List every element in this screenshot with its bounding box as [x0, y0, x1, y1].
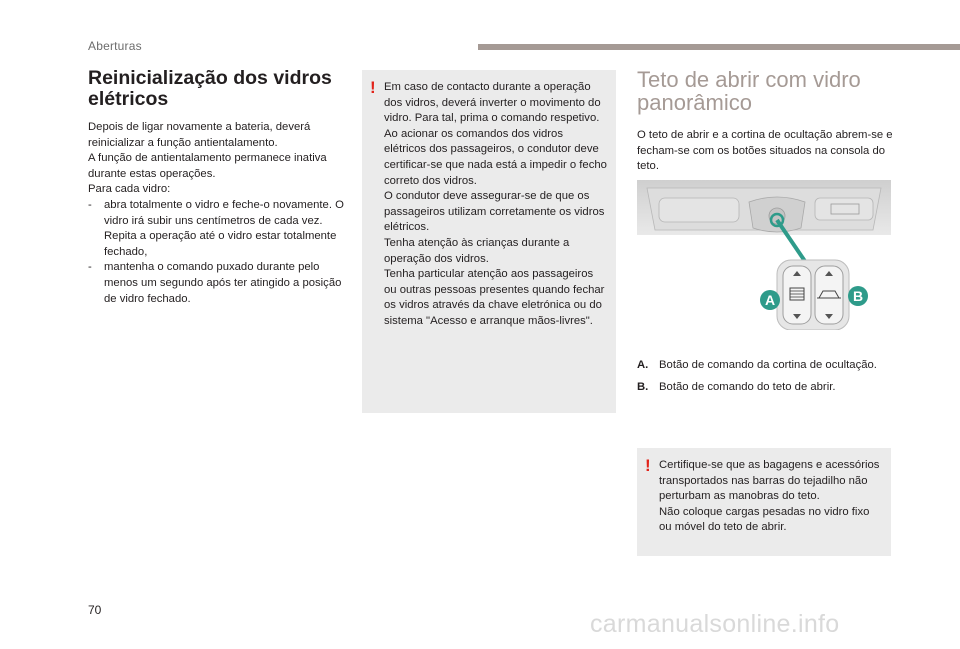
section-title: Reinicialização dos vidros elétricos: [88, 67, 332, 110]
figure-legend: [637, 358, 893, 401]
legend-item: [637, 380, 893, 396]
section-header: Aberturas: [88, 39, 142, 53]
page-number: 70: [88, 603, 102, 617]
right-column: [637, 68, 893, 175]
roof-console-drawing: [637, 180, 891, 330]
warning-icon: !: [645, 456, 651, 475]
warning-text: Tenha atenção às crianças durante a operação dos vidros.: [384, 236, 570, 265]
bullet-marker: -: [88, 198, 92, 211]
legend-item: [637, 358, 893, 374]
legend-key: B.: [637, 380, 649, 393]
list-item: - abra totalmente o vidro e feche-o novamente. O vidro irá subir uns centímetros de cada vez. Repita a operação até o vidro estar totalmente fechado,: [88, 198, 344, 258]
paragraph: Depois de ligar novamente a bateria, deverá reinicializar a função antientalamento.: [88, 121, 311, 149]
warning-icon: !: [370, 78, 376, 97]
warning-text: Certifique-se que as bagagens e acessórios transportados nas barras do tejadilho não perturbam as manobras do teto.: [659, 459, 880, 503]
legend-text: Botão de comando da cortina de ocultação.: [659, 359, 877, 371]
bullet-marker: -: [88, 261, 92, 274]
header-bar: [478, 44, 960, 50]
list-item: - mantenha o comando puxado durante pelo menos um segundo após ter atingido a posição de vidro fechado.: [88, 261, 342, 305]
roof-console-illustration: [637, 180, 891, 330]
warning-text: Não coloque cargas pesadas no vidro fixo ou móvel do teto de abrir.: [659, 505, 870, 534]
warning-box: [637, 448, 891, 556]
warning-text: Em caso de contacto durante a operação dos vidros, deverá inverter o movimento do vidro. Para tal, prima o comando respetivo.: [384, 81, 601, 125]
bullet-list: [88, 198, 350, 307]
warning-text: Ao acionar os comandos dos vidros elétricos dos passageiros, o condutor deve certificar-se que nada está a impedir o fecho correto dos vidros.: [384, 127, 607, 187]
warning-box: [362, 70, 616, 413]
warning-text: O condutor deve assegurar-se de que os passageiros utilizam corretamente os vidros elétricos.: [384, 190, 605, 234]
watermark: carmanualsonline.info: [590, 610, 840, 638]
left-column: [88, 68, 350, 307]
section-title: Teto de abrir com vidro panorâmico: [637, 67, 861, 115]
warning-text: Tenha particular atenção aos passageiros ou outras pessoas presentes quando fechar os vidros através da chave eletrónica ou do sistema "Acesso e arranque mãos-livres".: [384, 268, 605, 327]
legend-text: Botão de comando do teto de abrir.: [659, 380, 836, 393]
label-b: B: [852, 288, 864, 304]
label-a: A: [764, 292, 776, 308]
paragraph: Para cada vidro:: [88, 183, 171, 196]
legend-key: A.: [637, 359, 649, 371]
paragraph: O teto de abrir e a cortina de ocultação abrem-se e fecham-se com os botões situados na consola do teto.: [637, 129, 893, 173]
paragraph: A função de antientalamento permanece inativa durante estas operações.: [88, 152, 327, 180]
